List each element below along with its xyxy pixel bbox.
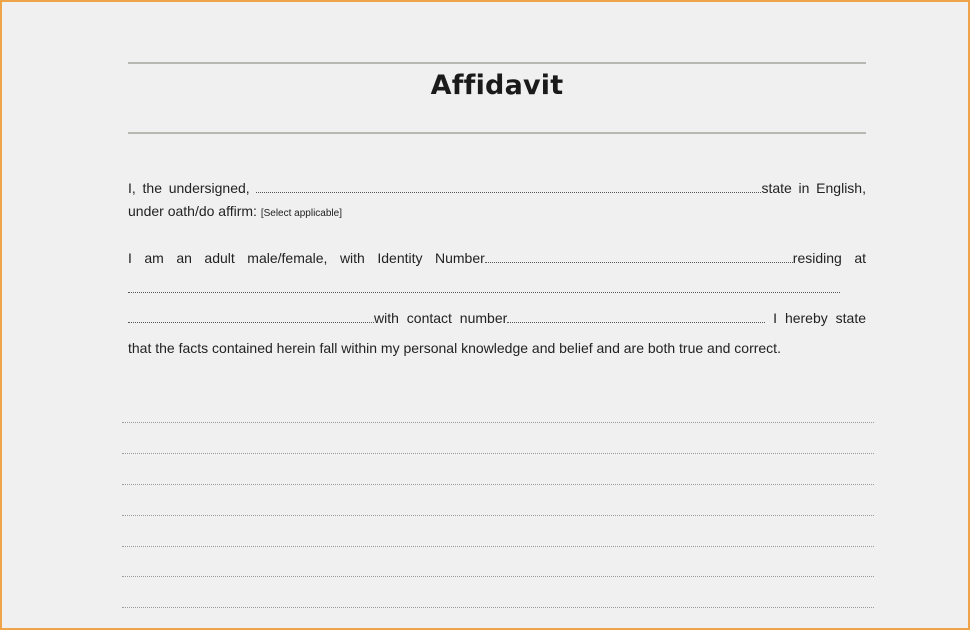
title-bottom-rule [128,132,866,134]
document-title: Affidavit [430,70,564,101]
identity-paragraph [128,243,866,363]
contact-number-blank[interactable] [507,311,765,323]
identity-number-blank[interactable] [485,251,793,263]
name-blank[interactable] [256,181,761,193]
address-blank-2[interactable] [128,311,374,323]
writing-line[interactable] [122,453,874,454]
writing-line[interactable] [122,607,874,608]
declarant-paragraph [128,177,866,225]
address-blank-1[interactable] [128,281,840,293]
title-top-rule [128,62,866,64]
writing-line[interactable] [122,484,874,485]
contact-text: with contact number [374,310,508,326]
declarant-statement-text: state in English, under oath/do affirm: [128,180,866,219]
select-applicable-note: [Select applicable] [260,208,342,219]
writing-line[interactable] [122,422,874,423]
residing-text: residing at [792,250,867,266]
writing-line[interactable] [122,576,874,577]
declarant-lead-text: I, the undersigned, [128,180,257,196]
writing-line[interactable] [122,546,874,547]
identity-lead-text: I am an adult male/female, with Identity Number [128,250,485,266]
writing-line[interactable] [122,515,874,516]
statement-tail-text: I hereby state that the facts contained herein fall within my personal knowledge and belief and are both true and correct. [128,310,866,356]
